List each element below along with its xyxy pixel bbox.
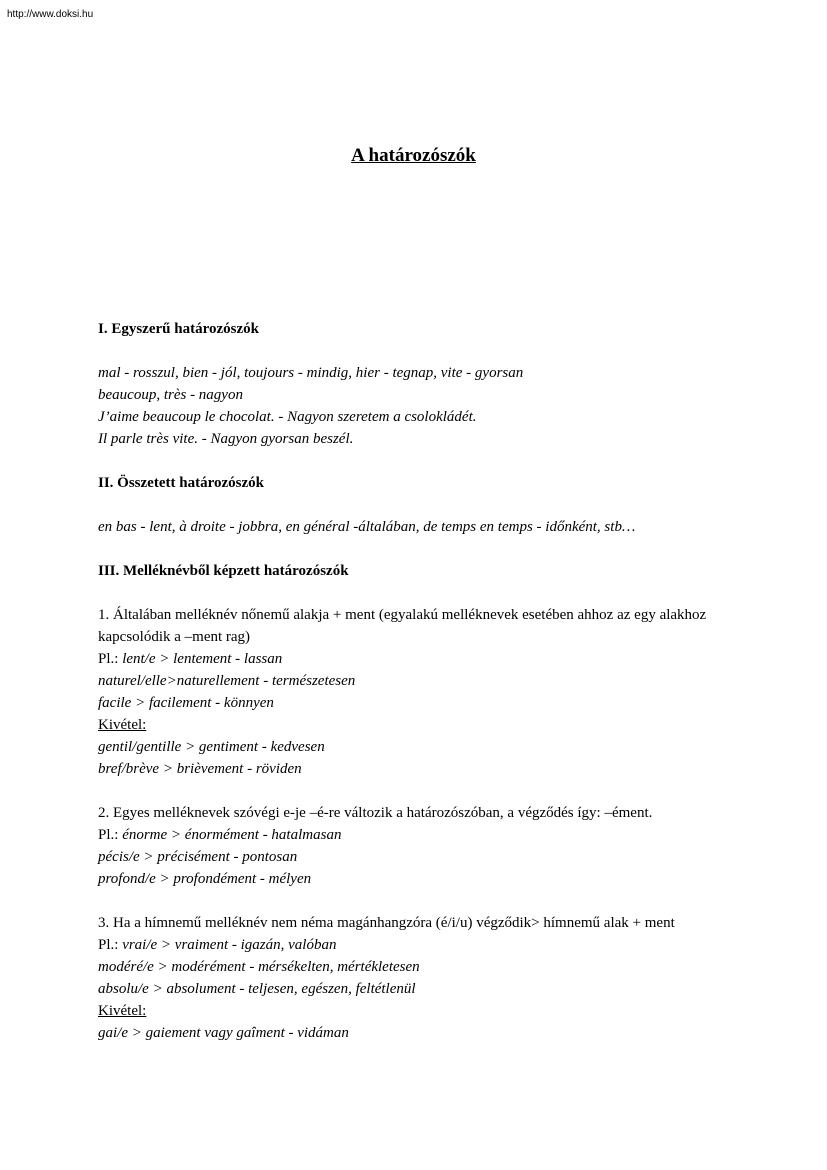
source-url[interactable]: http://www.doksi.hu <box>7 9 94 20</box>
example-line <box>98 648 738 670</box>
spacer <box>98 538 738 560</box>
exception-line: bref/brève > brièvement - röviden <box>98 761 302 777</box>
exception-line: gai/e > gaiement vagy gaîment - vidáman <box>98 1025 349 1041</box>
text-line: J’aime beaucoup le chocolat. - Nagyon szeretem a csolokládét. <box>98 409 477 425</box>
page-title: A határozószók <box>351 145 476 166</box>
example-line: naturel/elle>naturellement - természetesen <box>98 673 356 689</box>
text-line: mal - rosszul, bien - jól, toujours - mindig, hier - tegnap, vite - gyorsan <box>98 365 524 381</box>
example-line <box>98 824 738 846</box>
example-prefix: Pl.: <box>98 827 123 843</box>
text-line: en bas - lent, à droite - jobbra, en général -általában, de temps en temps - időnként, stb… <box>98 519 636 535</box>
example-line: pécis/e > précisément - pontosan <box>98 849 298 865</box>
example-text: énorme > énormément - hatalmasan <box>122 827 342 843</box>
example-text: lent/e > lentement - lassan <box>122 651 283 667</box>
spacer <box>98 450 738 472</box>
rule-text: 1. Általában melléknév nőnemű alakja + ment (egyalakú melléknevek esetében ahhoz az egy alakhoz kapcsolódik a –ment rag) <box>98 607 707 645</box>
exception-label: Kivétel: <box>98 717 147 733</box>
exception-label: Kivétel: <box>98 1003 147 1019</box>
section-heading-derived: III. Melléknévből képzett határozószók <box>98 563 349 579</box>
rule-text: 2. Egyes melléknevek szóvégi e-je –é-re változik a határozószóban, a végződés így: –ément. <box>98 805 653 821</box>
spacer <box>98 494 738 516</box>
section-heading-compound: II. Összetett határozószók <box>98 475 264 491</box>
spacer <box>98 582 738 604</box>
example-prefix: Pl.: <box>98 651 123 667</box>
spacer <box>98 780 738 802</box>
text-line: beaucoup, très - nagyon <box>98 387 243 403</box>
example-line <box>98 934 738 956</box>
section-heading-simple: I. Egyszerű határozószók <box>98 321 259 337</box>
document-body <box>98 318 738 1044</box>
rule-text: 3. Ha a hímnemű melléknév nem néma magánhangzóra (é/i/u) végződik> hímnemű alak + ment <box>98 915 675 931</box>
exception-line: gentil/gentille > gentiment - kedvesen <box>98 739 325 755</box>
example-line: absolu/e > absolument - teljesen, egészen, feltétlenül <box>98 981 416 997</box>
spacer <box>98 890 738 912</box>
example-prefix: Pl.: <box>98 937 123 953</box>
text-line: Il parle très vite. - Nagyon gyorsan beszél. <box>98 431 354 447</box>
example-line: facile > facilement - könnyen <box>98 695 274 711</box>
example-line: profond/e > profondément - mélyen <box>98 871 312 887</box>
example-text: vrai/e > vraiment - igazán, valóban <box>122 937 337 953</box>
example-line: modéré/e > modérément - mérsékelten, mértékletesen <box>98 959 420 975</box>
spacer <box>98 340 738 362</box>
